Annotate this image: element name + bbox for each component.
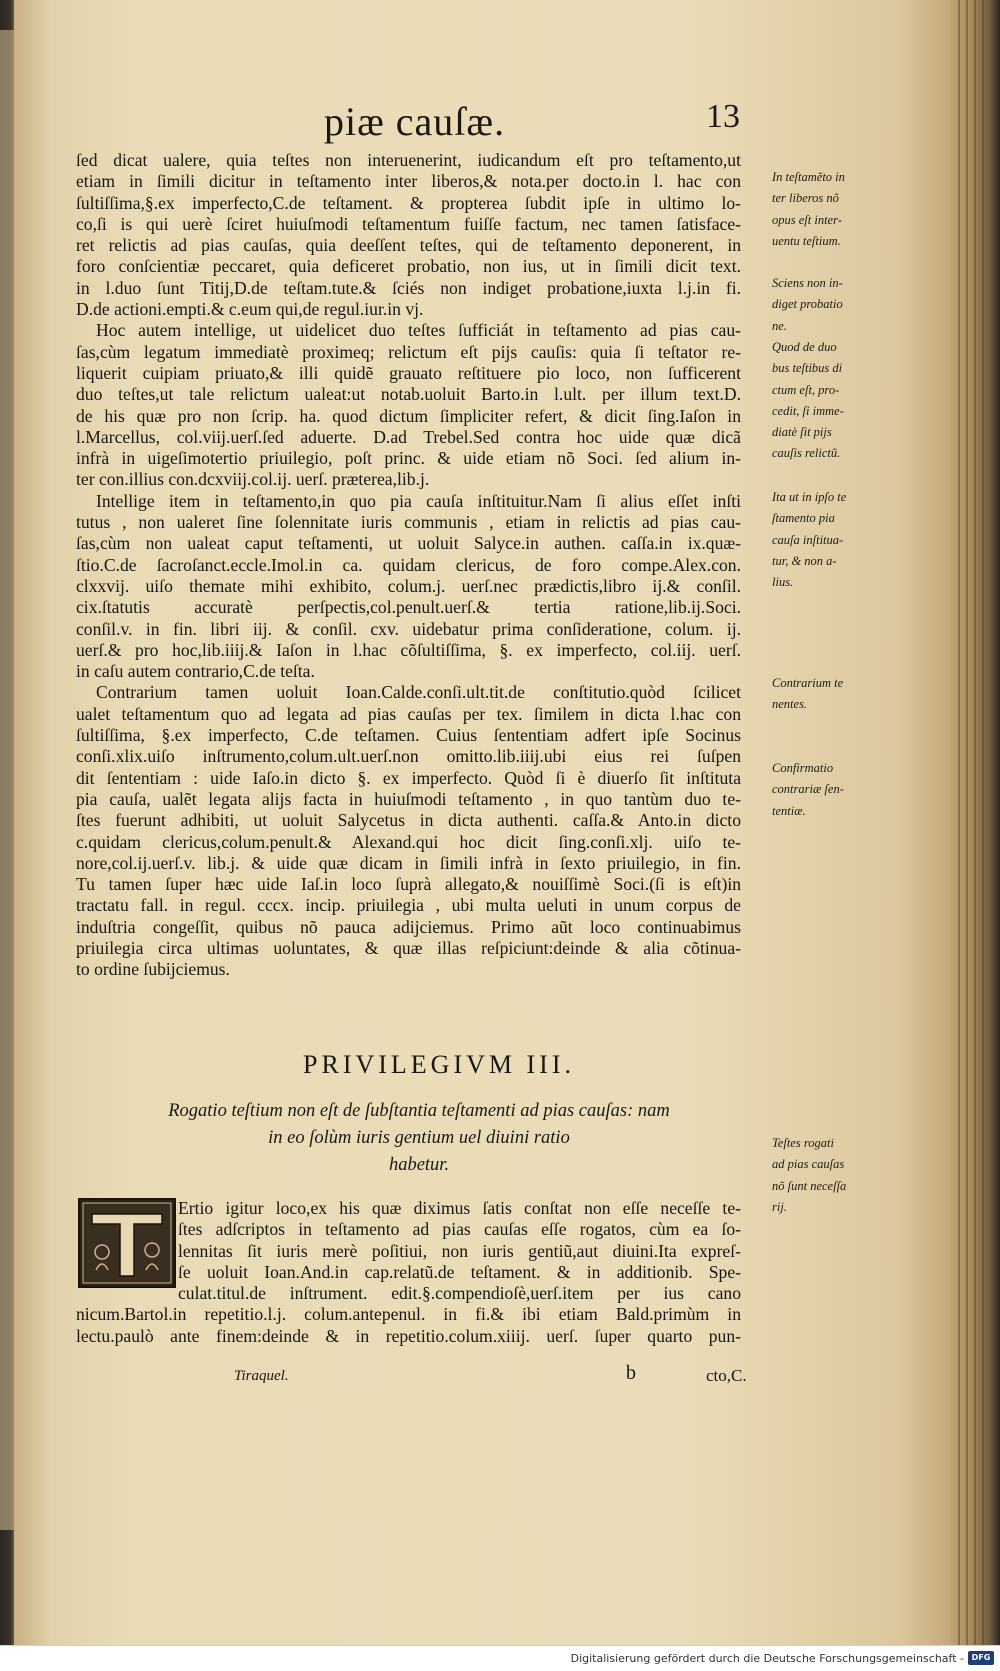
dfg-logo: DFG	[968, 1651, 994, 1665]
text-line: induſtria congeſſit, quibus nõ pauca adijciemus. Primo aũt loco continuabimus	[76, 916, 741, 937]
folio-number: 13	[706, 98, 740, 135]
margin-note-line: In teſtamẽto in	[772, 170, 845, 184]
margin-note-line: ctum eſt, pro-	[772, 382, 840, 397]
margin-note-line: lius.	[772, 575, 794, 590]
margin-note-line: Quod de duo	[772, 340, 837, 354]
margin-note-line: Teſtes rogati	[772, 1136, 834, 1150]
margin-note-line: diget probatio	[772, 297, 843, 312]
margin-note	[772, 337, 868, 465]
text-line: ſultiſſima,§.ex imperfecto,C.de teſtament. & propterea ſubdit ipſe in ultimo lo-	[76, 192, 741, 213]
margin-note-line: Sciens non in-	[772, 276, 843, 290]
text-line: culat.titul.de inſtrument. edit.§.compendioſè,uerſ.item per ius cano	[178, 1283, 741, 1304]
text-line: D.de actioni.empti.& c.eum qui,de regul.iur.in vj.	[76, 299, 424, 320]
footer-bar	[0, 1645, 1000, 1671]
text-line: lennitas ſit iuris merè poſitiui, non iuris gentiũ,aut diuini.Ita expreſ-	[178, 1240, 741, 1261]
margin-note	[772, 273, 868, 337]
text-line: conſi.xlix.uiſo inſtrumento,colum.ult.uerſ.non omitto.lib.iiij.ubi eius rei ſuſpen	[76, 746, 741, 767]
margin-note-line: ſtamento pia	[772, 511, 835, 526]
text-line: infrà in uigeſimotertio priuilegio, poſt princ. & uide etiam nõ Soci. ſed alium in-	[76, 448, 741, 469]
summary-line: habetur.	[388, 1155, 450, 1175]
margin-note	[772, 758, 868, 822]
text-line: liquerit cuipiam priuato,& illi quidẽ grauato reſtituere pio loco, non ſufficerent	[76, 362, 741, 383]
margin-note	[772, 1133, 868, 1218]
margin-note-line: tur, & non a-	[772, 553, 837, 568]
margin-note	[772, 167, 868, 252]
margin-note-line: rij.	[772, 1199, 787, 1214]
margin-note-line: contrariæ ſen-	[772, 782, 844, 797]
text-line: tractatu fall. in regul. cccx. incip. priuilegia , ubi multa ueluti in unum corpus de	[76, 895, 741, 916]
text-line: Contrarium tamen uoluit Ioan.Calde.conſi.ult.tit.de conſtitutio.quòd ſcilicet	[96, 682, 741, 703]
margin-note-line: nõ ſunt neceſſa	[772, 1178, 847, 1193]
margin-note-line: diatè ſit pijs	[772, 425, 832, 440]
margin-note-line: Contrarium te	[772, 676, 844, 690]
margin-note-line: Ita ut in ipſo te	[772, 490, 847, 504]
margin-note-line: bus teſtibus di	[772, 361, 843, 376]
margin-note-line: uentu teſtium.	[772, 233, 841, 248]
text-line: l.Marcellus, col.viij.uerſ.ſed aduerte. D.ad Trebel.Sed contra hoc uide quæ dicã	[76, 426, 741, 447]
text-line: pia cauſa, ualẽt legata alijs facta in huiuſmodi teſtamento , in quo tantùm duo te-	[76, 788, 741, 809]
text-line: ſe uoluit Ioan.And.in cap.relatũ.de teſtament. & in additionib. Spe-	[178, 1261, 741, 1282]
text-line: conſil.v. in fin. libri iij. & conſil. cxv. uidebatur prima conſideratione, colum. ij.	[76, 618, 741, 639]
margin-note-line: Confirmatio	[772, 761, 834, 775]
section-heading: PRIVILEGIVM III.	[303, 1050, 575, 1079]
text-line: ſtes fuerunt adhibiti, ut uoluit Salycetus in dicta authenti. caſſa.& Anto.in dicto	[76, 810, 741, 831]
text-line: tutus , non ualeret ſine ſolennitate iuris communis , etiam in relictis ad pias cau-	[76, 512, 741, 533]
text-line: ret relictis ad pias cauſas, quia deeſſent teſtes, qui de teſtamento deponerent, in	[76, 235, 741, 256]
text-line: ſed dicat ualere, quia teſtes non interuenerint, iudicandum eſt pro teſtamento,ut	[76, 150, 741, 170]
text-line: ſtes adſcriptos in teſtamento ad pias cauſas eſſe rogatos, cùm ea ſo-	[178, 1219, 741, 1240]
margin-note-line: ad pias cauſas	[772, 1157, 845, 1172]
text-line: dit ſententiam : uide Iaſo.in dicto §. ex imperfecto. Quòd ſi è diuerſo ſit inſtituta	[76, 767, 741, 788]
text-line: foro conſcientiæ peccaret, quia deficeret probatio, non ius, ut in ſimili dicit text.	[76, 256, 741, 277]
main-text-block	[76, 150, 741, 981]
text-line: Hoc autem intellige, ut uidelicet duo teſtes ſufficiát in teſtamento ad pias cau-	[96, 320, 741, 341]
footer-funding-text: Digitalisierung gefördert durch die Deutsche Forschungsgemeinschaft -	[570, 1652, 964, 1665]
margin-note	[772, 487, 868, 593]
text-line: Ertio igitur loco,ex his quæ diximus ſatis conſtat non eſſe neceſſe te-	[178, 1198, 741, 1218]
margin-note-line: ne.	[772, 318, 787, 333]
previous-page-sliver	[0, 30, 14, 1530]
summary-line: in eo ſolùm iuris gentium uel diuini ratio	[268, 1128, 570, 1148]
text-line: de his quæ pro non ſcrip. ha. quod dictum ſimpliciter refert, & dicit ſing.Iaſon in	[76, 405, 741, 426]
signature-mark: b	[626, 1362, 636, 1384]
text-line: ſtio.C.de ſacroſanct.eccle.Imol.in ca. quidam clericus, de foro compe.Alex.con.	[76, 554, 741, 575]
text-line: ſultiſſima, §.ex imperfecto, C.de teſtamen. Cuius ſententiam adfert ipſe Socinus	[76, 725, 741, 746]
text-line: nore,col.ij.uerſ.v. lib.j. & uide quæ dicam in ſimili infrà in ſexto priuilegio, in fin.	[76, 852, 741, 873]
margin-note-line: ter liberos nõ	[772, 191, 839, 206]
text-line: priuilegia circa ultimas uoluntates, & quæ illas reſpiciunt:deinde & alia cõtinua-	[76, 937, 741, 958]
margin-note-line: cedit, ſi imme-	[772, 403, 844, 418]
summary-line: Rogatio teſtium non eſt de ſubſtantia teſtamenti ad pias cauſas: nam	[168, 1101, 670, 1121]
right-page-edges	[950, 0, 1000, 1645]
text-line: to ordine ſubijciemus.	[76, 959, 230, 980]
text-line: c.quidam clericus,colum.penult.& Alexand.qui hoc dicit ſing.conſi.xlj. uiſo te-	[76, 831, 741, 852]
text-line: ualet teſtamentum quo ad legata ad pias cauſas per tex. ſimilem in dicta l.hac con	[76, 703, 741, 724]
margin-note-line: opus eſt inter-	[772, 212, 842, 227]
text-line: uerſ.& pro hoc,lib.iiij.& Iaſon in l.hac cõſultiſſima, §. ex imperfecto, col.iij. uerſ.	[76, 639, 741, 660]
page-header	[314, 98, 740, 148]
text-line: nicum.Bartol.in repetitio.l.j. colum.antepenul. in fi.& ibi etiam Bald.primùm in	[76, 1304, 741, 1325]
text-line: ſas,cùm non ualeat caput teſtamenti, ut uoluit Salyce.in authen. caſſa.in ix.quæ-	[76, 533, 741, 554]
text-line: etiam in ſimili dicitur in teſtamento inter liberos,& nota.per docto.in l. hac con	[76, 171, 741, 192]
text-line: ter con.illius con.dcxviij.col.ij. uerſ. præterea,lib.j.	[76, 469, 430, 490]
text-line: Intellige item in teſtamento,in quo pia cauſa inſtituitur.Nam ſi alius eſſet inſti	[96, 490, 741, 511]
decorated-initial-t	[78, 1198, 176, 1288]
catchword: cto,C.	[706, 1366, 747, 1385]
text-line: duo teſtes,ut tale relictum ualeat:ut notab.uoluit Barto.in l.ult. per illum text.D.	[76, 384, 741, 405]
section-summary	[134, 1098, 704, 1179]
text-line: co,ſi is qui uerè ſciret huiuſmodi teſtamentum fuiſſe factum, nec tamen ſatisface-	[76, 213, 741, 234]
margin-note-line: nentes.	[772, 697, 808, 712]
text-line: cix.ſtatutis accuratè perſpectis,col.penult.uerſ.& tertia ratione,lib.ij.Soci.	[76, 597, 741, 618]
running-title: piæ cauſæ.	[324, 99, 506, 144]
margin-note-line: cauſa inſtitua-	[772, 532, 844, 547]
text-line: Tu tamen ſuper hæc uide Iaſ.in loco ſuprà allegato,& nouiſſimè Soci.(ſi is eſt)in	[76, 874, 741, 895]
text-line: clxxvij. uiſo themate mihi exhibito, colum.j. uerſ.nec prædictis,libro ij.& conſil.	[76, 575, 741, 596]
text-line: lectu.paulò ante finem:deinde & in repetitio.colum.xiiij. uerſ. ſuper quarto pun-	[76, 1325, 741, 1346]
text-line: in l.duo ſunt Titij,D.de teſtam.tute.& ſciés non indiget probatione,iuxta l.j.in fi.	[76, 277, 741, 298]
margin-note-line: cauſis relictũ.	[772, 446, 841, 461]
text-line: ſas,cùm legatum immediatè proximeq; relictum eſt pijs cauſis: quia ſi teſtator re-	[76, 341, 741, 362]
signature-author: Tiraquel.	[234, 1368, 289, 1384]
margin-note	[772, 673, 868, 716]
text-line: in caſu autem contrario,C.de teſta.	[76, 661, 315, 682]
book-page	[14, 0, 974, 1645]
margin-note-line: tentiæ.	[772, 803, 806, 818]
